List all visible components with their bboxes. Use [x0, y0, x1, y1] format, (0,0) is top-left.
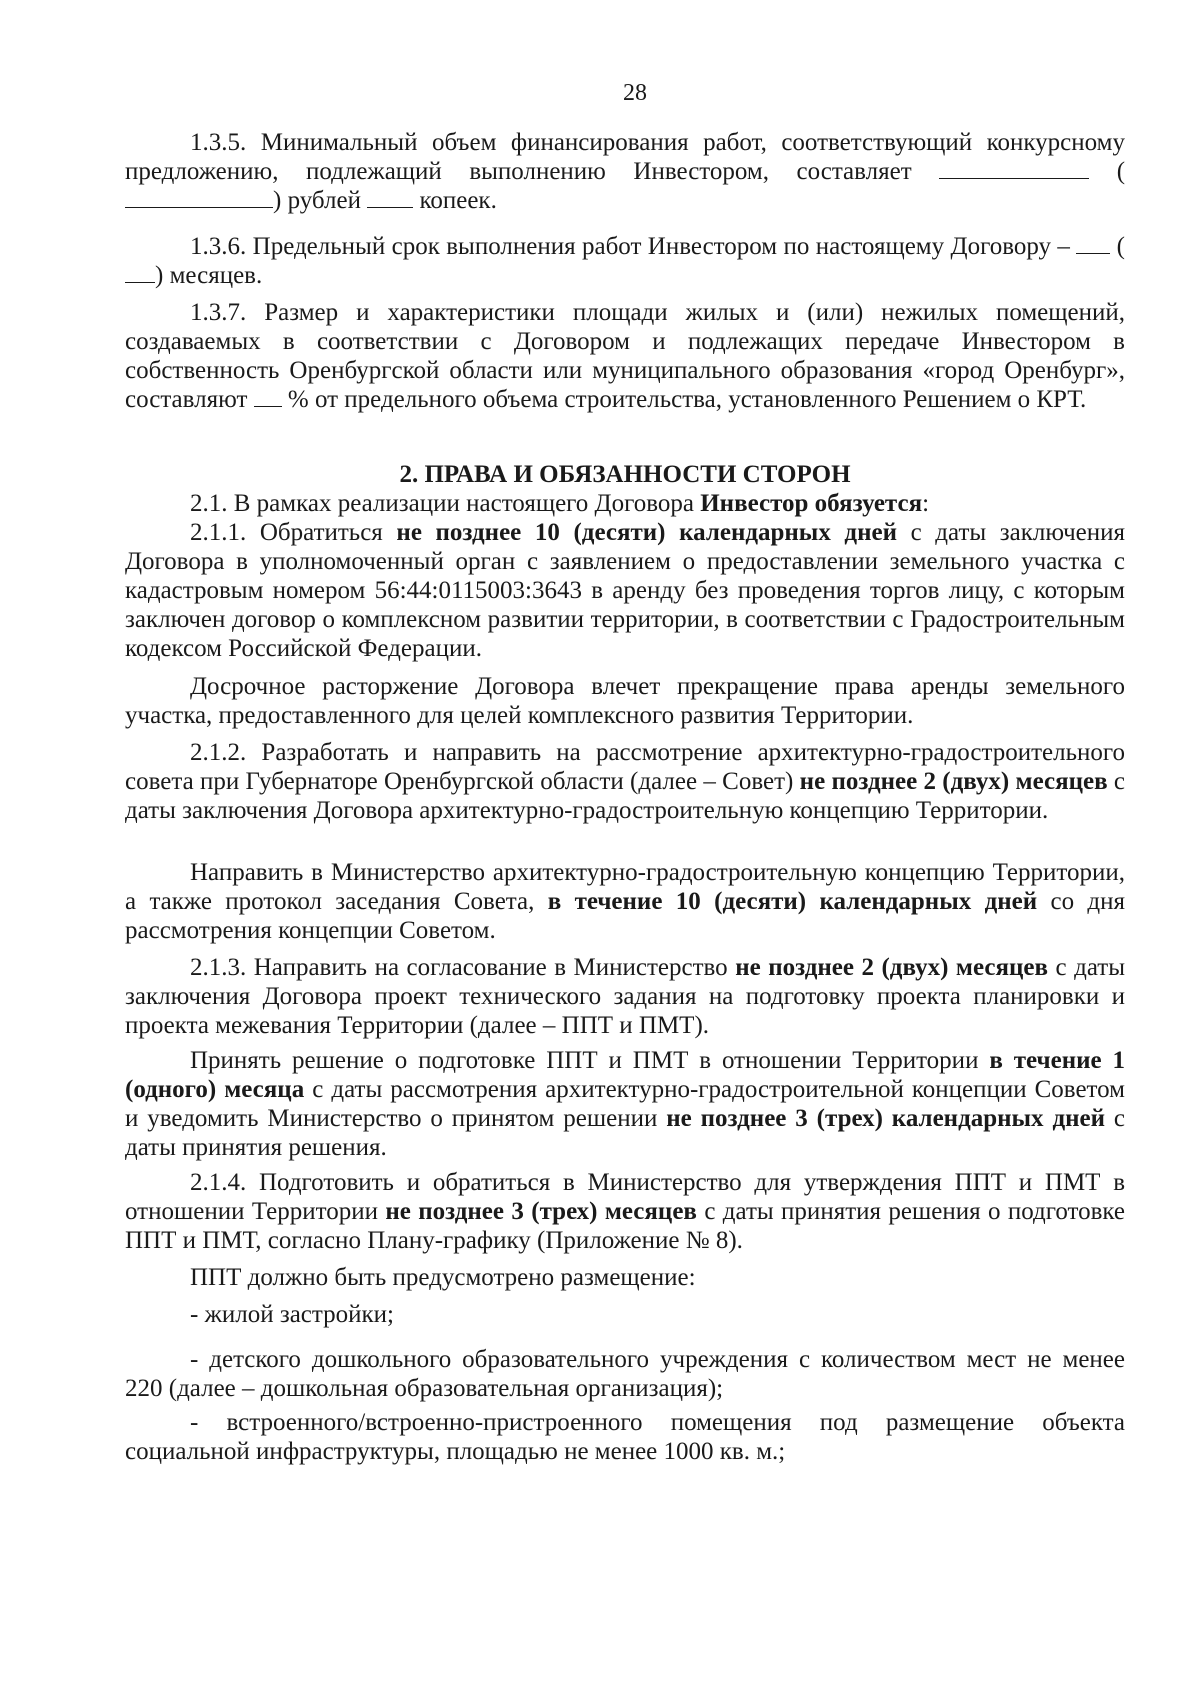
p213-text-1: 2.1.3. Направить на согласование в Министерство — [190, 954, 728, 981]
p136-open-paren: ( — [1116, 233, 1125, 260]
p212-text-1: 2.1.2. Разработать и направить на рассмотрение архитектурно-градостроительного совета при Губернаторе Оренбургской области (далее – Совет) — [125, 739, 1125, 795]
p135-rubles: ) рублей — [273, 187, 361, 214]
paragraph-2-1-3 — [125, 953, 1125, 1040]
paragraph-2-1-1-early-termination: Досрочное расторжение Договора влечет прекращение права аренды земельного участка, предоставленного для целей комплексного развития Территории. — [125, 673, 1125, 729]
p212b-text-1: Направить в Министерство архитектурно-градостроительную концепцию Территории, а также протокол заседания Совета, — [125, 859, 1125, 915]
p21-text: 2.1. В рамках реализации настоящего Договора — [190, 490, 694, 517]
p211-bold: не позднее 10 (десяти) календарных дней — [396, 519, 897, 546]
page-number: 28 — [623, 80, 647, 106]
paragraph-1-3-7 — [125, 298, 1125, 414]
paragraph-2-1 — [125, 489, 1125, 518]
list-item: - жилой застройки; — [190, 1301, 394, 1328]
p213b-bold-2: не позднее 3 (трех) календарных дней — [666, 1105, 1105, 1132]
p212-text-2: с даты заключения Договора архитектурно-градостроительную концепцию Территории. — [125, 768, 1126, 824]
p212b-text-2: со дня рассмотрения концепции Советом. — [125, 888, 1126, 944]
p213-text-2: с даты заключения Договора проект технического задания на подготовку проекта планировки и проекта межевания Территории (далее – ППТ и ПМТ). — [125, 954, 1125, 1039]
kopecks-blank — [367, 189, 413, 208]
p213b-text-1: Принять решение о подготовке ППТ и ПМТ в отношении Территории — [190, 1047, 979, 1074]
list-item: - встроенного/встроенно-пристроенного помещения под размещение объекта социальной инфраструктуры, площадью не менее 1000 кв. м.; — [125, 1409, 1125, 1465]
p211-text-2: с даты заключения Договора в уполномоченный орган с заявлением о предоставлении земельного участка с кадастровым номером 56:44:0115003:3643 в аренду без проведения торгов лицу, с которым заключен договор о комплексном развитии территории, в соответствии с Градостроительным кодексом Российской Федерации. — [125, 519, 1126, 662]
p214-text-1: 2.1.4. Подготовить и обратиться в Министерство для утверждения ППТ и ПМТ в отношении Территории — [125, 1169, 1125, 1225]
p211-text-1: 2.1.1. Обратиться — [190, 519, 383, 546]
section-heading: 2. ПРАВА И ОБЯЗАННОСТИ СТОРОН — [399, 461, 851, 488]
percent-blank — [254, 388, 282, 407]
p212-bold: не позднее 2 (двух) месяцев — [799, 768, 1108, 795]
p137-text: 1.3.7. Размер и характеристики площади жилых и (или) нежилых помещений, создаваемых в соответствии с Договором и подлежащих передаче Инвестором в собственность Оренбургской области или муниципального образования «город Оренбург», составляют — [125, 299, 1125, 413]
p21-bold: Инвестор обязуется — [700, 490, 923, 517]
amount-words-blank — [125, 189, 273, 208]
paragraph-1-3-6 — [125, 232, 1125, 290]
p214-bold: не позднее 3 (трех) месяцев — [385, 1198, 697, 1225]
p136-months: ) месяцев. — [155, 262, 263, 289]
p213-bold: не позднее 2 (двух) месяцев — [735, 954, 1048, 981]
paragraph-1-3-5 — [125, 128, 1125, 215]
term-words-blank — [125, 264, 155, 283]
paragraph-ppt-placement: ППТ должно быть предусмотрено размещение: — [190, 1264, 696, 1291]
paragraph-2-1-2 — [125, 738, 1125, 825]
p136-text: 1.3.6. Предельный срок выполнения работ Инвестором по настоящему Договору – — [190, 233, 1070, 260]
p137-rest: % от предельного объема строительства, установленного Решением о КРТ. — [287, 386, 1087, 413]
paragraph-2-1-2-send — [125, 858, 1125, 945]
p135-kopecks: копеек. — [419, 187, 497, 214]
term-blank — [1076, 235, 1110, 254]
p135-text: 1.3.5. Минимальный объем финансирования работ, соответствующий конкурсному предложению, подлежащий выполнению Инвестором, составляет — [125, 129, 1125, 185]
p212b-bold: в течение 10 (десяти) календарных дней — [547, 888, 1038, 915]
p213b-bold-1: в течение 1 (одного) месяца — [125, 1047, 1126, 1103]
list-item: - детского дошкольного образовательного учреждения с количеством мест не менее 220 (далее – дошкольная образовательная организация); — [125, 1346, 1125, 1402]
p214-text-2: с даты принятия решения о подготовке ППТ и ПМТ, согласно Плану-графику (Приложение № 8). — [125, 1198, 1126, 1254]
amount-blank — [939, 160, 1089, 179]
p213b-text-3: с даты принятия решения. — [125, 1105, 1126, 1161]
p135-open-paren: ( — [1116, 158, 1126, 185]
p213b-text-2: с даты рассмотрения архитектурно-градостроительной концепции Советом и уведомить Министерство о принятом решении — [125, 1076, 1126, 1132]
paragraph-2-1-4 — [125, 1168, 1125, 1255]
paragraph-2-1-1 — [125, 518, 1125, 663]
paragraph-2-1-3-decision — [125, 1046, 1125, 1162]
p21-colon: : — [922, 490, 930, 517]
